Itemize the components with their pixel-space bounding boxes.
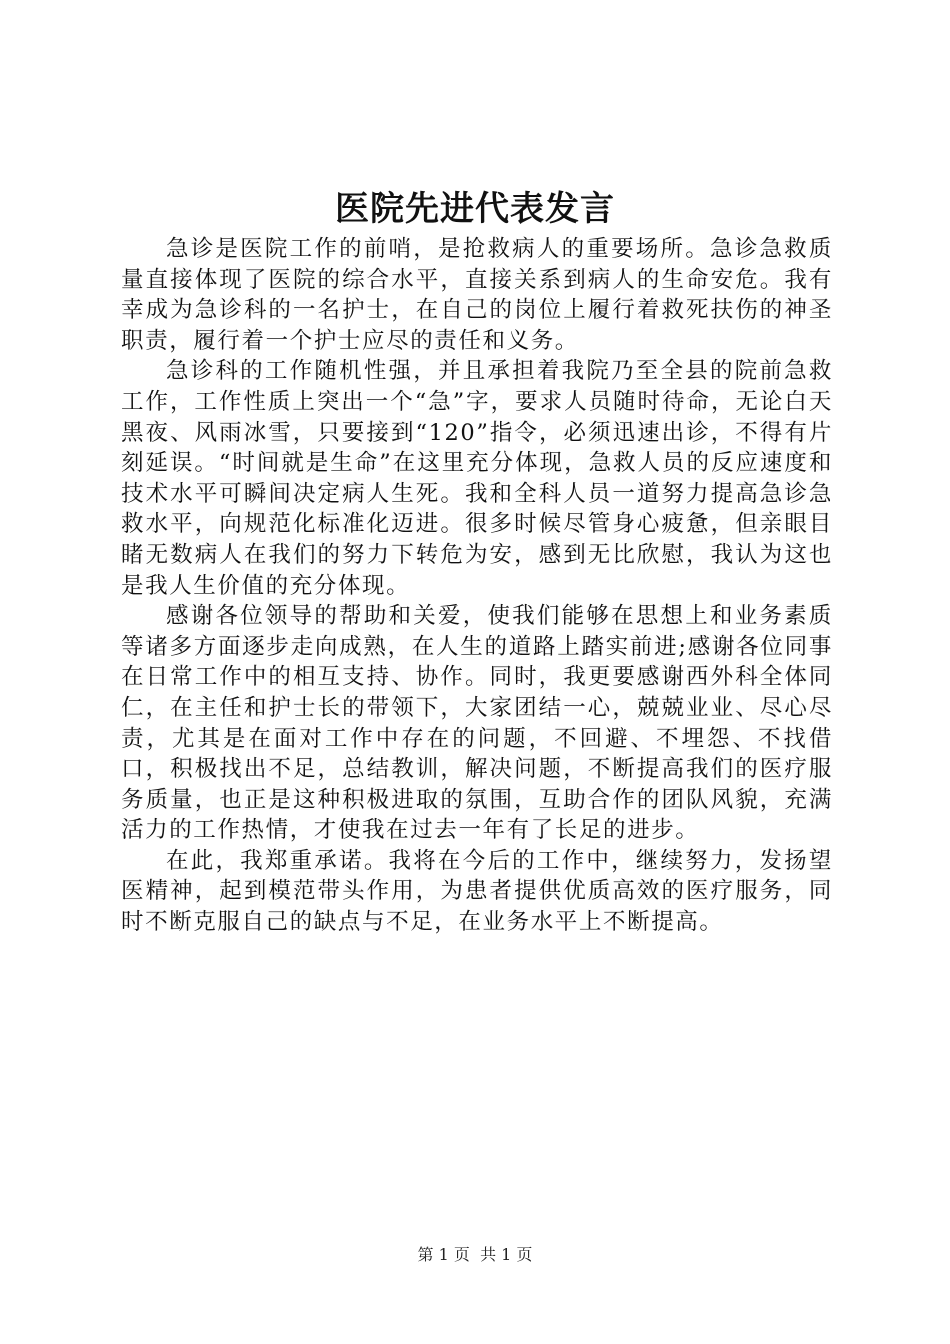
page-total: 共 1 页 [480, 1245, 533, 1264]
paragraph-2: 急诊科的工作随机性强，并且承担着我院乃至全县的院前急救工作，工作性质上突出一个“急”字，要求人员随时待命，无论白天黑夜、风雨冰雪，只要接到“120”指令，必须迅速出诊，不得有片刻延误。“时间就是生命”在这里充分体现，急救人员的反应速度和技术水平可瞬间决定病人生死。我和全科人员一道努力提高急诊急救水平，向规范化标准化迈进。很多时候尽管身心疲惫，但亲眼目睹无数病人在我们的努力下转危为安，感到无比欣慰，我认为这也是我人生价值的充分体现。 [121, 358, 833, 599]
document-body [121, 234, 833, 938]
page-footer [0, 1244, 950, 1266]
paragraph-4: 在此，我郑重承诺。我将在今后的工作中，继续努力，发扬望医精神，起到模范带头作用，为患者提供优质高效的医疗服务，同时不断克服自己的缺点与不足，在业务水平上不断提高。 [121, 847, 833, 936]
paragraph-3: 感谢各位领导的帮助和关爱，使我们能够在思想上和业务素质等诸多方面逐步走向成熟，在人生的道路上踏实前进;感谢各位同事在日常工作中的相互支持、协作。同时，我更要感谢西外科全体同仁，在主任和护士长的带领下，大家团结一心，兢兢业业、尽心尽责，尤其是在面对工作中存在的问题，不回避、不埋怨、不找借口，积极找出不足，总结教训，解决问题，不断提高我们的医疗服务质量，也正是这种积极进取的氛围，互助合作的团队风貌，充满活力的工作热情，才使我在过去一年有了长足的进步。 [121, 603, 833, 844]
paragraph-1: 急诊是医院工作的前哨，是抢救病人的重要场所。急诊急救质量直接体现了医院的综合水平，直接关系到病人的生命安危。我有幸成为急诊科的一名护士，在自己的岗位上履行着救死扶伤的神圣职责，履行着一个护士应尽的责任和义务。 [121, 236, 833, 354]
page-number: 第 1 页 [417, 1245, 470, 1264]
page-title: 医院先进代表发言 [335, 189, 615, 229]
